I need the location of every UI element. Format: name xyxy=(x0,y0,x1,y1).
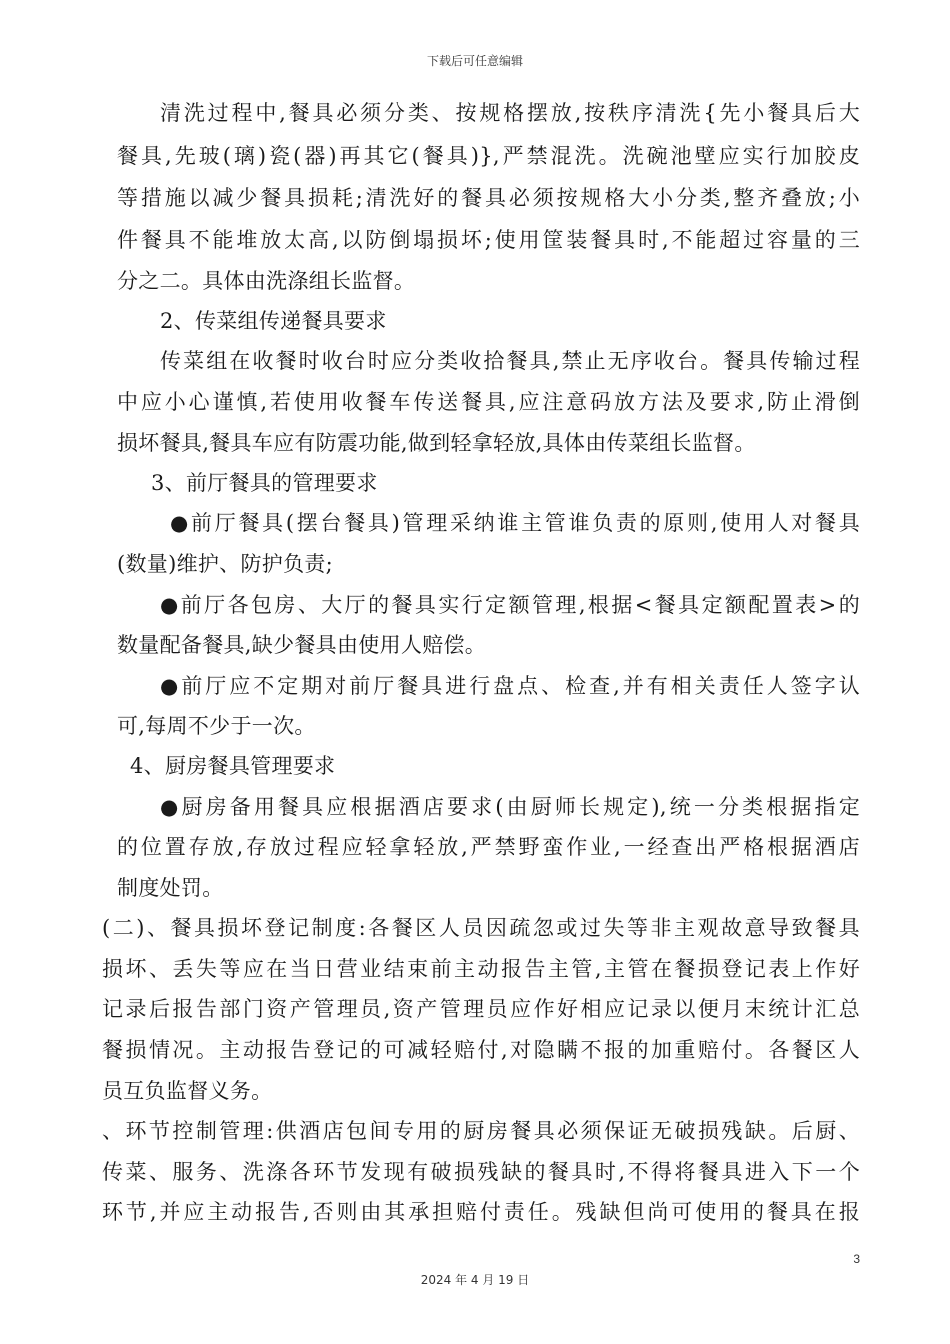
bullet-line: ●前厅应不定期对前厅餐具进行盘点、检查,并有相关责任人签字认 xyxy=(160,674,860,698)
paragraph-line: 环节,并应主动报告,否则由其承担赔付责任。残缺但尚可使用的餐具在报 xyxy=(102,1200,860,1224)
paragraph-line: 、环节控制管理:供酒店包间专用的厨房餐具必须保证无破损残缺。后厨、 xyxy=(102,1119,860,1143)
paragraph-line: 清洗过程中,餐具必须分类、按规格摆放,按秩序清洗{先小餐具后大 xyxy=(160,101,860,125)
paragraph-line: 制度处罚。 xyxy=(117,876,224,900)
paragraph-line: 等措施以减少餐具损耗;清洗好的餐具必须按规格大小分类,整齐叠放;小 xyxy=(117,186,860,210)
paragraph-line: 损坏、丢失等应在当日营业结束前主动报告主管,主管在餐损登记表上作好 xyxy=(102,957,860,981)
paragraph-line: 传菜、服务、洗涤各环节发现有破损残缺的餐具时,不得将餐具进入下一个 xyxy=(102,1160,860,1184)
page-number: 3 xyxy=(853,1252,860,1266)
paragraph-line: 损坏餐具,餐具车应有防震功能,做到轻拿轻放,具体由传菜组长监督。 xyxy=(117,431,756,455)
section-heading: 3、前厅餐具的管理要求 xyxy=(151,471,378,495)
paragraph-line: 记录后报告部门资产管理员,资产管理员应作好相应记录以便月末统计汇总 xyxy=(102,997,860,1021)
bullet-line: ●前厅餐具(摆台餐具)管理采纳谁主管谁负责的原则,使用人对餐具 xyxy=(170,511,860,535)
section-heading: 2、传菜组传递餐具要求 xyxy=(160,309,387,333)
paragraph-line: (二)、餐具损坏登记制度:各餐区人员因疏忽或过失等非主观故意导致餐具 xyxy=(102,916,860,940)
paragraph-line: 可,每周不少于一次。 xyxy=(117,714,316,738)
paragraph-line: 数量配备餐具,缺少餐具由使用人赔偿。 xyxy=(117,633,487,657)
paragraph-line: 餐损情况。主动报告登记的可减轻赔付,对隐瞒不报的加重赔付。各餐区人 xyxy=(102,1038,860,1062)
header-note: 下载后可任意编辑 xyxy=(426,54,523,68)
paragraph-line: 中应小心谨慎,若使用收餐车传送餐具,应注意码放方法及要求,防止滑倒 xyxy=(117,390,860,414)
paragraph-line: (数量)维护、防护负责; xyxy=(117,552,334,576)
paragraph-line: 分之二。具体由洗涤组长监督。 xyxy=(117,269,416,293)
paragraph-line: 餐具,先玻(璃)瓷(器)再其它(餐具)},严禁混洗。洗碗池壁应实行加胶皮 xyxy=(117,144,860,168)
bullet-line: ●厨房备用餐具应根据酒店要求(由厨师长规定),统一分类根据指定 xyxy=(160,795,860,819)
paragraph-line: 员互负监督义务。 xyxy=(102,1079,273,1103)
paragraph-line: 的位置存放,存放过程应轻拿轻放,严禁野蛮作业,一经查出严格根据酒店 xyxy=(117,835,860,859)
paragraph-line: 传菜组在收餐时收台时应分类收拾餐具,禁止无序收台。餐具传输过程 xyxy=(160,349,860,373)
footer-date: 2024 年 4 月 19 日 xyxy=(420,1273,530,1287)
paragraph-line: 件餐具不能堆放太高,以防倒塌损坏;使用筐装餐具时,不能超过容量的三 xyxy=(117,228,860,252)
section-heading: 4、厨房餐具管理要求 xyxy=(130,754,336,778)
bullet-line: ●前厅各包房、大厅的餐具实行定额管理,根据<餐具定额配置表>的 xyxy=(160,593,860,617)
